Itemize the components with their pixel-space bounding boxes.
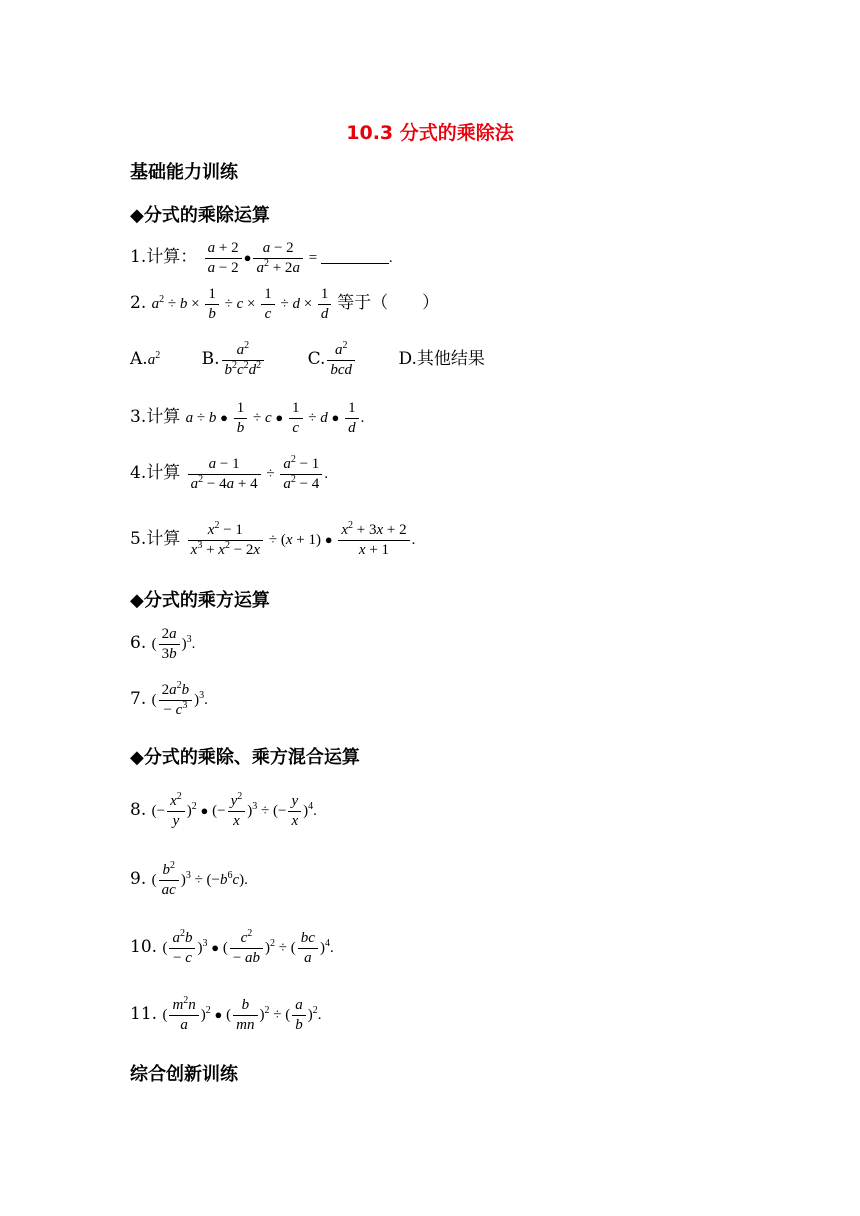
question-2-label: 2. [130,293,147,314]
question-8-label: 8. [130,800,147,821]
section-comprehensive-heading: 综合创新训练 [130,1064,238,1085]
question-3-expression: a ÷ b ● $\frac{1}{b}$ ÷ c ● $\frac{1}{c}$ ÷ d ● $\frac{1}{d}$ . [185,400,365,437]
question-10 [130,930,334,968]
topic-powers: ◆分式的乘方运算 [130,590,270,611]
answer-blank[interactable] [321,263,389,264]
option-c-label: C. [307,349,326,370]
question-4-expression: $\frac{a - 1}{a^2 - 4a + 4}$ ÷ $\frac{a^2 - 1}{a^2 - 4}$ . [186,466,328,482]
question-3-label: 3.计算 [130,407,181,428]
question-2-suffix: 等于（ ） [337,293,440,314]
question-10-expression: ( $\frac{a^2b}{- c}$ )$^3$ ● ( $\frac{c^2}{- ab}$ )$^2$ ÷ ( $\frac{bc}{a}$ )$^4$. [162,928,334,967]
question-4-label: 4.计算 [130,463,181,484]
question-9-expression: ( $\frac{b^2}{ac}$ )$^3 \div (-b^6c)$. [151,860,248,899]
section-basic-heading: 基础能力训练 [130,162,238,183]
question-1 [130,240,393,278]
question-3 [130,400,364,438]
question-7-expression: ( $\frac{2a^2b}{- c^3}$ )$^3$. [151,680,208,719]
option-a[interactable]: $A.a^2$ [130,349,161,370]
question-9 [130,862,248,900]
option-b[interactable]: B. $\frac{a^2}{b^2c^2d^2}$ [202,342,267,380]
question-8-expression: (− $\frac{x^2}{y}$ )$^2$ ● (− $\frac{y^2}{x}$ )$^3$ ÷ (− $\frac{y}{x}$ )$^4$. [151,791,317,830]
topic-multiplication-division: ◆分式的乘除运算 [130,205,270,226]
question-11-expression: ( $\frac{m^2n}{a}$ )$^2$ ● ( $\frac{b}{mn}$ )$^2$ ÷ ( $\frac{a}{b}$ )$^2$. [162,995,322,1034]
question-7 [130,682,208,720]
question-10-label: 10. [130,937,158,958]
question-11-label: 11. [130,1004,158,1025]
topic-mixed-operations: ◆分式的乘除、乘方混合运算 [130,747,360,768]
question-4 [130,456,328,494]
question-6-expression: ( $\frac{2a}{3b}$ )$^3$. [151,626,196,663]
question-2-expression: $a^2 \div b$ × $\frac{1}{b}$ ÷ c × $\frac{1}{c}$ ÷ d × $\frac{1}{d}$ [152,296,338,312]
option-c[interactable]: C. $\frac{a^2}{\text{bcd}}$ [308,342,357,380]
option-a-label: A. [130,349,148,370]
question-2-options [130,342,485,380]
question-9-label: 9. [130,869,147,890]
question-1-label: 1.计算： [130,247,198,268]
question-6 [130,626,195,664]
question-5 [130,522,415,560]
question-11 [130,997,321,1035]
question-5-label: 5.计算 [130,529,181,550]
question-2 [130,286,439,324]
question-7-label: 7. [130,689,147,710]
option-b-label: B. [201,349,220,370]
question-1-expression: $\frac{a + 2}{a - 2}$ ● $\frac{a - 2}{a^2 + 2a}$ = . [203,250,393,266]
question-8 [130,793,317,831]
question-5-expression: $\frac{x^2 - 1}{x^3 + x^2 - 2x}$ ÷ (x + 1) ● $\frac{x^2 + 3x + 2}{x + 1}$ . [186,532,416,548]
page-title: 10.3 分式的乘除法 [346,122,514,144]
option-d[interactable]: D.其他结果 [398,349,485,370]
question-6-label: 6. [130,633,147,654]
